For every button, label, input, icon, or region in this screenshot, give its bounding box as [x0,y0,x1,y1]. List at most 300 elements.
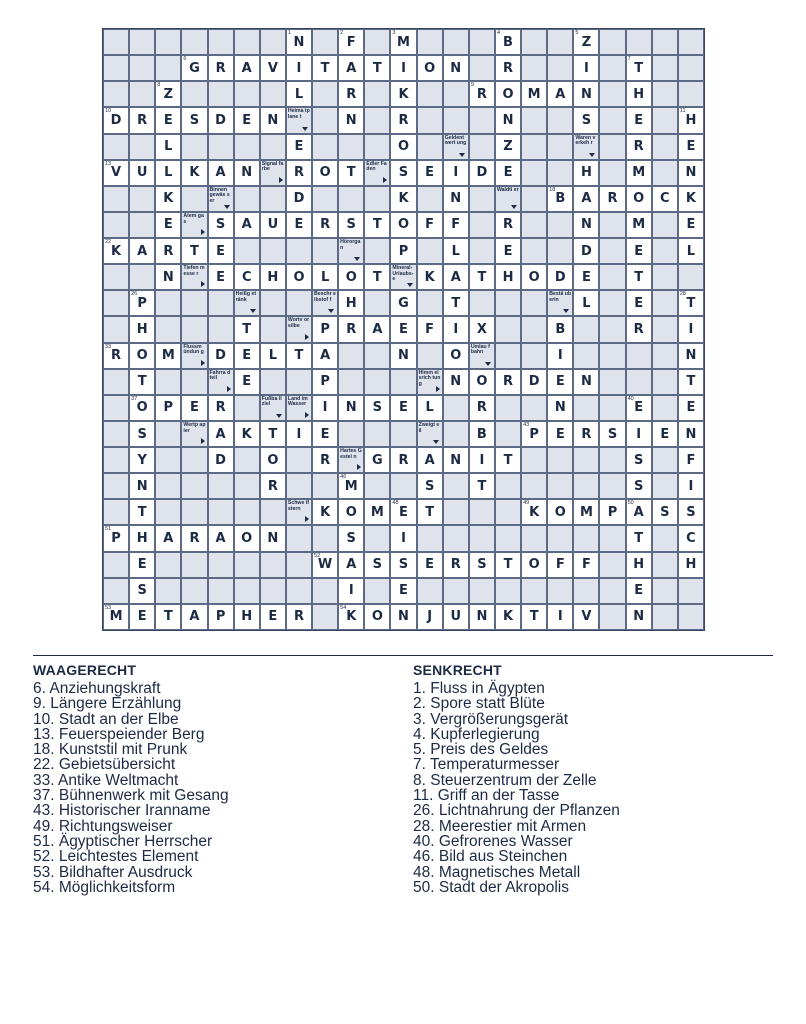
letter-cell[interactable] [495,212,521,238]
letter-cell[interactable] [469,160,495,186]
letter-cell[interactable] [521,499,547,525]
letter-cell[interactable] [678,473,704,499]
letter-cell[interactable] [234,316,260,342]
letter-cell[interactable] [626,55,652,81]
letter-cell[interactable] [547,81,573,107]
empty-cell [652,552,678,578]
letter-cell[interactable] [129,160,155,186]
letter-cell[interactable] [469,447,495,473]
letter-cell[interactable] [678,238,704,264]
letter-cell[interactable] [338,160,364,186]
letter-cell[interactable] [469,81,495,107]
letter-cell[interactable] [573,290,599,316]
letter-cell[interactable] [521,264,547,290]
letter-cell[interactable] [626,525,652,551]
letter-cell[interactable] [469,369,495,395]
letter-cell[interactable] [547,552,573,578]
letter-cell[interactable] [521,81,547,107]
letter-cell[interactable] [208,525,234,551]
letter-cell[interactable] [103,525,129,551]
letter-cell[interactable] [103,238,129,264]
letter-cell[interactable] [390,238,416,264]
letter-cell[interactable] [338,578,364,604]
letter-cell[interactable] [678,134,704,160]
letter-cell[interactable] [129,525,155,551]
clue-cell [417,369,443,395]
letter-cell[interactable] [312,447,338,473]
letter-cell[interactable] [573,238,599,264]
letter-cell[interactable] [181,395,207,421]
letter-cell[interactable] [626,499,652,525]
letter-cell[interactable] [495,160,521,186]
letter-cell[interactable] [338,552,364,578]
letter-cell[interactable] [234,264,260,290]
letter-cell[interactable] [155,264,181,290]
letter-cell[interactable] [417,212,443,238]
letter-cell[interactable] [103,160,129,186]
letter-cell[interactable] [390,134,416,160]
letter-cell[interactable] [626,186,652,212]
letter-cell[interactable] [129,290,155,316]
cell-letter: T [634,60,644,76]
letter-cell[interactable] [495,238,521,264]
letter-cell[interactable] [129,421,155,447]
letter-cell[interactable] [260,525,286,551]
letter-cell[interactable] [547,499,573,525]
letter-cell[interactable] [678,212,704,238]
letter-cell[interactable] [312,316,338,342]
letter-cell[interactable] [678,290,704,316]
letter-cell[interactable] [390,290,416,316]
letter-cell[interactable] [495,81,521,107]
letter-cell[interactable] [364,395,390,421]
letter-cell[interactable] [260,107,286,133]
letter-cell[interactable] [286,160,312,186]
letter-cell[interactable] [678,186,704,212]
letter-cell[interactable] [417,264,443,290]
letter-cell[interactable] [155,186,181,212]
letter-cell[interactable] [390,160,416,186]
letter-cell[interactable] [129,604,155,630]
letter-cell[interactable] [521,421,547,447]
letter-cell[interactable] [338,499,364,525]
letter-cell[interactable] [181,238,207,264]
letter-cell[interactable] [390,525,416,551]
letter-cell[interactable] [234,107,260,133]
letter-cell[interactable] [390,499,416,525]
letter-cell[interactable] [312,552,338,578]
letter-cell[interactable] [678,421,704,447]
letter-cell[interactable] [234,160,260,186]
clue-cell-text: Geldentwert ung [444,134,467,147]
empty-cell [495,499,521,525]
letter-cell[interactable] [678,160,704,186]
letter-cell[interactable] [208,212,234,238]
letter-cell[interactable] [364,212,390,238]
letter-cell[interactable] [390,395,416,421]
empty-cell [652,81,678,107]
letter-cell[interactable] [390,55,416,81]
letter-cell[interactable] [338,29,364,55]
letter-cell[interactable] [312,421,338,447]
letter-cell[interactable] [155,107,181,133]
letter-cell[interactable] [286,186,312,212]
empty-cell [495,421,521,447]
letter-cell[interactable] [364,447,390,473]
letter-cell[interactable] [678,369,704,395]
letter-cell[interactable] [495,447,521,473]
letter-cell[interactable] [129,316,155,342]
letter-cell[interactable] [155,81,181,107]
letter-cell[interactable] [208,421,234,447]
letter-cell[interactable] [260,447,286,473]
letter-cell[interactable] [234,55,260,81]
letter-cell[interactable] [469,604,495,630]
letter-cell[interactable] [234,212,260,238]
letter-cell[interactable] [599,499,625,525]
letter-cell[interactable] [103,343,129,369]
letter-cell[interactable] [626,578,652,604]
letter-cell[interactable] [417,552,443,578]
letter-cell[interactable] [155,343,181,369]
letter-cell[interactable] [626,238,652,264]
letter-cell[interactable] [417,447,443,473]
letter-cell[interactable] [155,238,181,264]
letter-cell[interactable] [573,264,599,290]
empty-cell [417,578,443,604]
letter-cell[interactable] [208,264,234,290]
letter-cell[interactable] [417,316,443,342]
letter-cell[interactable] [443,238,469,264]
letter-cell[interactable] [260,264,286,290]
letter-cell[interactable] [626,290,652,316]
letter-cell[interactable] [443,447,469,473]
clue-cell [443,134,469,160]
letter-cell[interactable] [208,238,234,264]
letter-cell[interactable] [573,55,599,81]
letter-cell[interactable] [417,395,443,421]
letter-cell[interactable] [312,499,338,525]
letter-cell[interactable] [417,499,443,525]
letter-cell[interactable] [469,316,495,342]
letter-cell[interactable] [260,212,286,238]
letter-cell[interactable] [626,604,652,630]
letter-cell[interactable] [626,447,652,473]
letter-cell[interactable] [678,525,704,551]
letter-cell[interactable] [521,604,547,630]
letter-cell[interactable] [443,290,469,316]
letter-cell[interactable] [521,552,547,578]
cell-letter: R [320,217,331,233]
letter-cell[interactable] [129,369,155,395]
letter-cell[interactable] [364,604,390,630]
cell-letter: N [293,34,305,50]
letter-cell[interactable] [573,604,599,630]
letter-cell[interactable] [417,473,443,499]
letter-cell[interactable] [678,447,704,473]
letter-cell[interactable] [181,160,207,186]
letter-cell[interactable] [155,160,181,186]
letter-cell[interactable] [547,264,573,290]
letter-cell[interactable] [626,552,652,578]
cell-letter: K [111,243,122,259]
letter-cell[interactable] [678,499,704,525]
letter-cell[interactable] [495,264,521,290]
letter-cell[interactable] [678,395,704,421]
letter-cell[interactable] [417,604,443,630]
letter-cell[interactable] [234,604,260,630]
empty-cell [495,395,521,421]
letter-cell[interactable] [338,316,364,342]
letter-cell[interactable] [495,55,521,81]
letter-cell[interactable] [208,160,234,186]
empty-cell [364,81,390,107]
letter-cell[interactable] [312,212,338,238]
empty-cell [181,552,207,578]
letter-cell[interactable] [443,316,469,342]
letter-cell[interactable] [208,343,234,369]
empty-cell [547,238,573,264]
letter-cell[interactable] [260,343,286,369]
letter-cell[interactable] [495,134,521,160]
clue-cell [260,395,286,421]
empty-cell [312,473,338,499]
letter-cell[interactable] [495,552,521,578]
letter-cell[interactable] [338,473,364,499]
letter-cell[interactable] [547,604,573,630]
letter-cell[interactable] [417,160,443,186]
letter-cell[interactable] [155,212,181,238]
letter-cell[interactable] [234,525,260,551]
letter-cell[interactable] [338,107,364,133]
letter-cell[interactable] [129,395,155,421]
letter-cell[interactable] [129,238,155,264]
letter-cell[interactable] [573,29,599,55]
letter-cell[interactable] [599,186,625,212]
letter-cell[interactable] [443,343,469,369]
letter-cell[interactable] [469,473,495,499]
letter-cell[interactable] [469,395,495,421]
letter-cell[interactable] [129,447,155,473]
letter-cell[interactable] [129,473,155,499]
letter-cell[interactable] [103,107,129,133]
letter-cell[interactable] [155,134,181,160]
letter-cell[interactable] [129,578,155,604]
letter-cell[interactable] [652,499,678,525]
letter-cell[interactable] [626,473,652,499]
letter-cell[interactable] [521,369,547,395]
letter-cell[interactable] [443,264,469,290]
letter-cell[interactable] [443,160,469,186]
letter-cell[interactable] [208,447,234,473]
letter-cell[interactable] [573,369,599,395]
letter-cell[interactable] [208,107,234,133]
letter-cell[interactable] [495,604,521,630]
letter-cell[interactable] [443,369,469,395]
letter-cell[interactable] [312,343,338,369]
letter-cell[interactable] [364,264,390,290]
empty-cell [260,134,286,160]
cell-letter: E [634,112,644,128]
letter-cell[interactable] [338,81,364,107]
letter-cell[interactable] [312,160,338,186]
letter-cell[interactable] [390,343,416,369]
letter-cell[interactable] [573,421,599,447]
cell-letter: E [634,295,644,311]
letter-cell[interactable] [208,55,234,81]
letter-cell[interactable] [547,316,573,342]
letter-cell[interactable] [626,107,652,133]
letter-cell[interactable] [652,421,678,447]
cell-letter: O [554,504,566,520]
letter-cell[interactable] [338,290,364,316]
letter-cell[interactable] [234,343,260,369]
letter-cell[interactable] [260,421,286,447]
letter-cell[interactable] [312,369,338,395]
letter-cell[interactable] [547,343,573,369]
letter-cell[interactable] [312,55,338,81]
letter-cell[interactable] [181,525,207,551]
cell-letter: E [163,112,173,128]
letter-cell[interactable] [547,186,573,212]
arrow-right-icon [305,412,309,418]
letter-cell[interactable] [155,395,181,421]
letter-cell[interactable] [469,552,495,578]
letter-cell[interactable] [338,55,364,81]
letter-cell[interactable] [286,421,312,447]
letter-cell[interactable] [286,343,312,369]
cell-letter: F [425,321,435,337]
letter-cell[interactable] [443,186,469,212]
letter-cell[interactable] [547,369,573,395]
letter-cell[interactable] [469,421,495,447]
letter-cell[interactable] [390,604,416,630]
letter-cell[interactable] [678,552,704,578]
letter-cell[interactable] [260,604,286,630]
letter-cell[interactable] [338,395,364,421]
letter-cell[interactable] [547,421,573,447]
letter-cell[interactable] [234,369,260,395]
arrow-down-icon [250,309,256,313]
letter-cell[interactable] [573,499,599,525]
letter-cell[interactable] [547,395,573,421]
letter-cell[interactable] [678,316,704,342]
letter-cell[interactable] [286,81,312,107]
letter-cell[interactable] [390,578,416,604]
letter-cell[interactable] [573,81,599,107]
letter-cell[interactable] [286,29,312,55]
empty-cell [312,29,338,55]
letter-cell[interactable] [286,604,312,630]
letter-cell[interactable] [364,552,390,578]
letter-cell[interactable] [181,604,207,630]
letter-cell[interactable] [652,186,678,212]
letter-cell[interactable] [286,264,312,290]
letter-cell[interactable] [573,186,599,212]
letter-cell[interactable] [234,421,260,447]
letter-cell[interactable] [626,316,652,342]
letter-cell[interactable] [417,55,443,81]
letter-cell[interactable] [390,186,416,212]
letter-cell[interactable] [678,343,704,369]
letter-cell[interactable] [129,343,155,369]
letter-cell[interactable] [626,212,652,238]
letter-cell[interactable] [495,29,521,55]
letter-cell[interactable] [103,604,129,630]
empty-cell [260,29,286,55]
empty-cell [417,107,443,133]
letter-cell[interactable] [390,212,416,238]
letter-cell[interactable] [338,264,364,290]
letter-cell[interactable] [260,55,286,81]
letter-cell[interactable] [129,499,155,525]
letter-cell[interactable] [469,264,495,290]
letter-cell[interactable] [312,264,338,290]
letter-cell[interactable] [573,107,599,133]
letter-cell[interactable] [495,107,521,133]
letter-cell[interactable] [390,81,416,107]
letter-cell[interactable] [443,212,469,238]
letter-cell[interactable] [390,29,416,55]
letter-cell[interactable] [208,395,234,421]
letter-cell[interactable] [338,604,364,630]
letter-cell[interactable] [443,604,469,630]
letter-cell[interactable] [573,160,599,186]
letter-cell[interactable] [626,81,652,107]
letter-cell[interactable] [390,552,416,578]
letter-cell[interactable] [390,316,416,342]
cell-letter: H [685,557,697,573]
letter-cell[interactable] [364,316,390,342]
cell-letter: L [294,86,304,102]
letter-cell[interactable] [129,107,155,133]
letter-cell[interactable] [573,212,599,238]
letter-cell[interactable] [286,134,312,160]
letter-cell[interactable] [338,212,364,238]
clue-cell [312,290,338,316]
letter-cell[interactable] [390,107,416,133]
letter-cell[interactable] [155,525,181,551]
letter-cell[interactable] [286,55,312,81]
letter-cell[interactable] [443,552,469,578]
letter-cell[interactable] [626,395,652,421]
cell-letter: R [163,243,174,259]
letter-cell[interactable] [260,473,286,499]
letter-cell[interactable] [155,604,181,630]
letter-cell[interactable] [599,421,625,447]
letter-cell[interactable] [678,107,704,133]
letter-cell[interactable] [338,525,364,551]
letter-cell[interactable] [626,134,652,160]
empty-cell [286,290,312,316]
letter-cell[interactable] [181,55,207,81]
letter-cell[interactable] [181,107,207,133]
letter-cell[interactable] [364,55,390,81]
letter-cell[interactable] [286,212,312,238]
cell-letter: B [555,321,566,337]
letter-cell[interactable] [495,369,521,395]
letter-cell[interactable] [390,447,416,473]
letter-cell[interactable] [364,499,390,525]
letter-cell[interactable] [626,264,652,290]
letter-cell[interactable] [208,604,234,630]
letter-cell[interactable] [312,395,338,421]
letter-cell[interactable] [626,421,652,447]
letter-cell[interactable] [626,160,652,186]
letter-cell[interactable] [129,552,155,578]
letter-cell[interactable] [443,55,469,81]
letter-cell[interactable] [573,552,599,578]
